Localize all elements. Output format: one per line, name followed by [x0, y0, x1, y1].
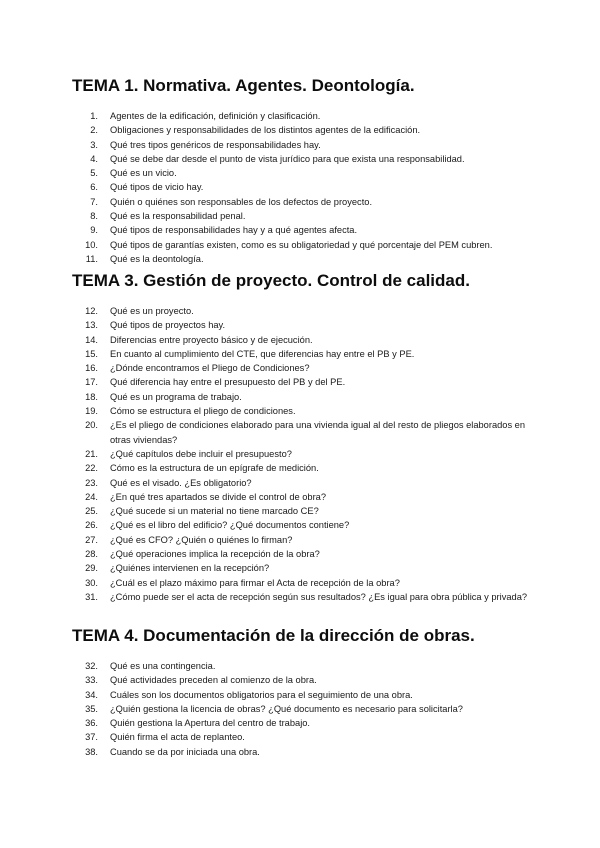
question-number: 13.	[85, 320, 98, 331]
question-text: Qué es una contingencia.	[110, 661, 216, 671]
question-item	[72, 476, 542, 490]
section-heading: TEMA 3. Gestión de proyecto. Control de calidad.	[72, 271, 470, 290]
question-number: 37.	[85, 732, 98, 743]
question-list	[72, 659, 542, 759]
question-item	[72, 730, 542, 744]
question-text: Qué es el visado. ¿Es obligatorio?	[110, 477, 252, 488]
question-number: 24.	[85, 491, 98, 502]
question-number: 15.	[85, 348, 98, 359]
question-number: 23.	[85, 477, 98, 488]
question-text: Cómo es la estructura de un epígrafe de medición.	[110, 463, 319, 474]
question-item	[72, 123, 542, 137]
question-number: 17.	[85, 377, 98, 388]
question-text: Qué es la deontología.	[110, 253, 204, 264]
question-number: 31.	[85, 591, 98, 602]
question-text: Qué diferencia hay entre el presupuesto del PB y del PE.	[110, 377, 346, 388]
question-number: 2.	[90, 125, 98, 136]
question-number: 7.	[90, 196, 98, 207]
question-item	[72, 252, 542, 266]
question-item	[72, 223, 542, 237]
question-number: 29.	[85, 563, 98, 574]
question-item	[72, 561, 542, 575]
question-item	[72, 138, 542, 152]
question-text: ¿Qué capítulos debe incluir el presupuesto?	[110, 448, 292, 459]
question-item	[72, 152, 542, 166]
question-number: 38.	[85, 746, 98, 757]
question-item	[72, 533, 542, 547]
question-text: Diferencias entre proyecto básico y de ejecución.	[110, 334, 313, 345]
question-text: Qué se debe dar desde el punto de vista jurídico para que exista una responsabilidad.	[110, 153, 465, 164]
section-tema-1	[72, 76, 542, 266]
question-text: Qué tipos de proyectos hay.	[110, 320, 226, 331]
question-text: Qué tres tipos genéricos de responsabilidades hay.	[110, 139, 321, 150]
question-number: 6.	[90, 182, 98, 193]
question-text: ¿Es el pliego de condiciones elaborado para una vivienda igual al del resto de pliegos elaborados en otras viviendas?	[110, 420, 526, 445]
question-number: 11.	[85, 253, 98, 264]
question-number: 16.	[85, 363, 98, 374]
question-item	[72, 404, 542, 418]
question-text: ¿Quién gestiona la licencia de obras? ¿Qué documento es necesario para solicitarla?	[110, 703, 463, 714]
question-text: Quién gestiona la Apertura del centro de trabajo.	[110, 718, 311, 729]
question-list	[72, 304, 542, 604]
section-tema-3	[72, 271, 542, 604]
question-item	[72, 702, 542, 716]
question-item	[72, 361, 542, 375]
question-item	[72, 195, 542, 209]
question-text: Qué es un vicio.	[110, 168, 177, 179]
question-number: 36.	[85, 718, 98, 729]
question-number: 22.	[85, 463, 98, 474]
question-text: Obligaciones y responsabilidades de los distintos agentes de la edificación.	[110, 125, 421, 136]
question-item	[72, 333, 542, 347]
question-number: 5.	[90, 168, 98, 179]
question-number: 10.	[85, 239, 98, 250]
question-item	[72, 418, 542, 447]
question-text: Qué tipos de vicio hay.	[110, 182, 204, 193]
question-number: 14.	[85, 334, 98, 345]
question-text: Qué tipos de garantías existen, como es su obligatoriedad y qué porcentaje del PEM cubren.	[110, 239, 493, 250]
question-number: 26.	[85, 520, 98, 531]
question-text: Qué es un programa de trabajo.	[110, 391, 242, 402]
question-text: ¿Cuál es el plazo máximo para firmar el Acta de recepción de la obra?	[110, 577, 400, 588]
question-item	[72, 390, 542, 404]
question-item	[72, 659, 542, 673]
question-text: En cuanto al cumplimiento del CTE, que diferencias hay entre el PB y PE.	[110, 348, 415, 359]
question-number: 30.	[85, 577, 98, 588]
question-text: Qué es la responsabilidad penal.	[110, 211, 246, 222]
question-number: 3.	[90, 139, 98, 150]
question-number: 32.	[85, 661, 98, 671]
question-item	[72, 461, 542, 475]
question-item	[72, 673, 542, 687]
question-text: Cuando se da por iniciada una obra.	[110, 746, 260, 757]
question-item	[72, 447, 542, 461]
question-item	[72, 576, 542, 590]
question-number: 34.	[85, 689, 98, 700]
section-heading: TEMA 1. Normativa. Agentes. Deontología.	[72, 76, 415, 95]
section-tema-4	[72, 626, 542, 759]
question-item	[72, 166, 542, 180]
question-number: 27.	[85, 534, 98, 545]
question-item	[72, 209, 542, 223]
question-item	[72, 688, 542, 702]
question-text: ¿En qué tres apartados se divide el control de obra?	[110, 491, 327, 502]
question-number: 21.	[85, 448, 98, 459]
question-text: Quién o quiénes son responsables de los defectos de proyecto.	[110, 196, 373, 207]
question-text: ¿Qué es CFO? ¿Quién o quiénes lo firman?	[110, 534, 293, 545]
question-number: 9.	[90, 225, 98, 236]
question-text: Quién firma el acta de replanteo.	[110, 732, 245, 743]
question-number: 20.	[85, 420, 98, 431]
question-item	[72, 490, 542, 504]
question-item	[72, 304, 542, 318]
question-number: 1.	[90, 111, 98, 121]
question-number: 19.	[85, 406, 98, 417]
question-text: ¿Quiénes intervienen en la recepción?	[110, 563, 270, 574]
question-item	[72, 238, 542, 252]
question-text: ¿Qué sucede si un material no tiene marcado CE?	[110, 506, 319, 517]
question-text: ¿Qué es el libro del edificio? ¿Qué documentos contiene?	[110, 520, 350, 531]
section-heading: TEMA 4. Documentación de la dirección de obras.	[72, 626, 475, 645]
question-text: Cuáles son los documentos obligatorios para el seguimiento de una obra.	[110, 689, 413, 700]
question-text: Cómo se estructura el pliego de condiciones.	[110, 406, 296, 417]
question-item	[72, 375, 542, 389]
question-text: Qué es un proyecto.	[110, 306, 194, 316]
question-number: 18.	[85, 391, 98, 402]
question-item	[72, 716, 542, 730]
question-text: ¿Dónde encontramos el Pliego de Condiciones?	[110, 363, 310, 374]
question-item	[72, 504, 542, 518]
question-number: 4.	[90, 153, 98, 164]
question-text: Agentes de la edificación, definición y clasificación.	[110, 111, 321, 121]
question-text: Qué tipos de responsabilidades hay y a qué agentes afecta.	[110, 225, 358, 236]
question-number: 12.	[85, 306, 98, 316]
question-item	[72, 180, 542, 194]
question-item	[72, 547, 542, 561]
question-item	[72, 109, 542, 123]
question-text: ¿Cómo puede ser el acta de recepción según sus resultados? ¿Es igual para obra pública y privada?	[110, 591, 528, 602]
question-item	[72, 318, 542, 332]
question-item	[72, 745, 542, 759]
question-item	[72, 518, 542, 532]
question-number: 33.	[85, 675, 98, 686]
question-item	[72, 590, 542, 604]
question-number: 28.	[85, 549, 98, 560]
question-number: 25.	[85, 506, 98, 517]
question-text: Qué actividades preceden al comienzo de la obra.	[110, 675, 317, 686]
question-list	[72, 109, 542, 266]
question-text: ¿Qué operaciones implica la recepción de la obra?	[110, 549, 320, 560]
question-number: 35.	[85, 703, 98, 714]
question-item	[72, 347, 542, 361]
question-number: 8.	[90, 211, 98, 222]
